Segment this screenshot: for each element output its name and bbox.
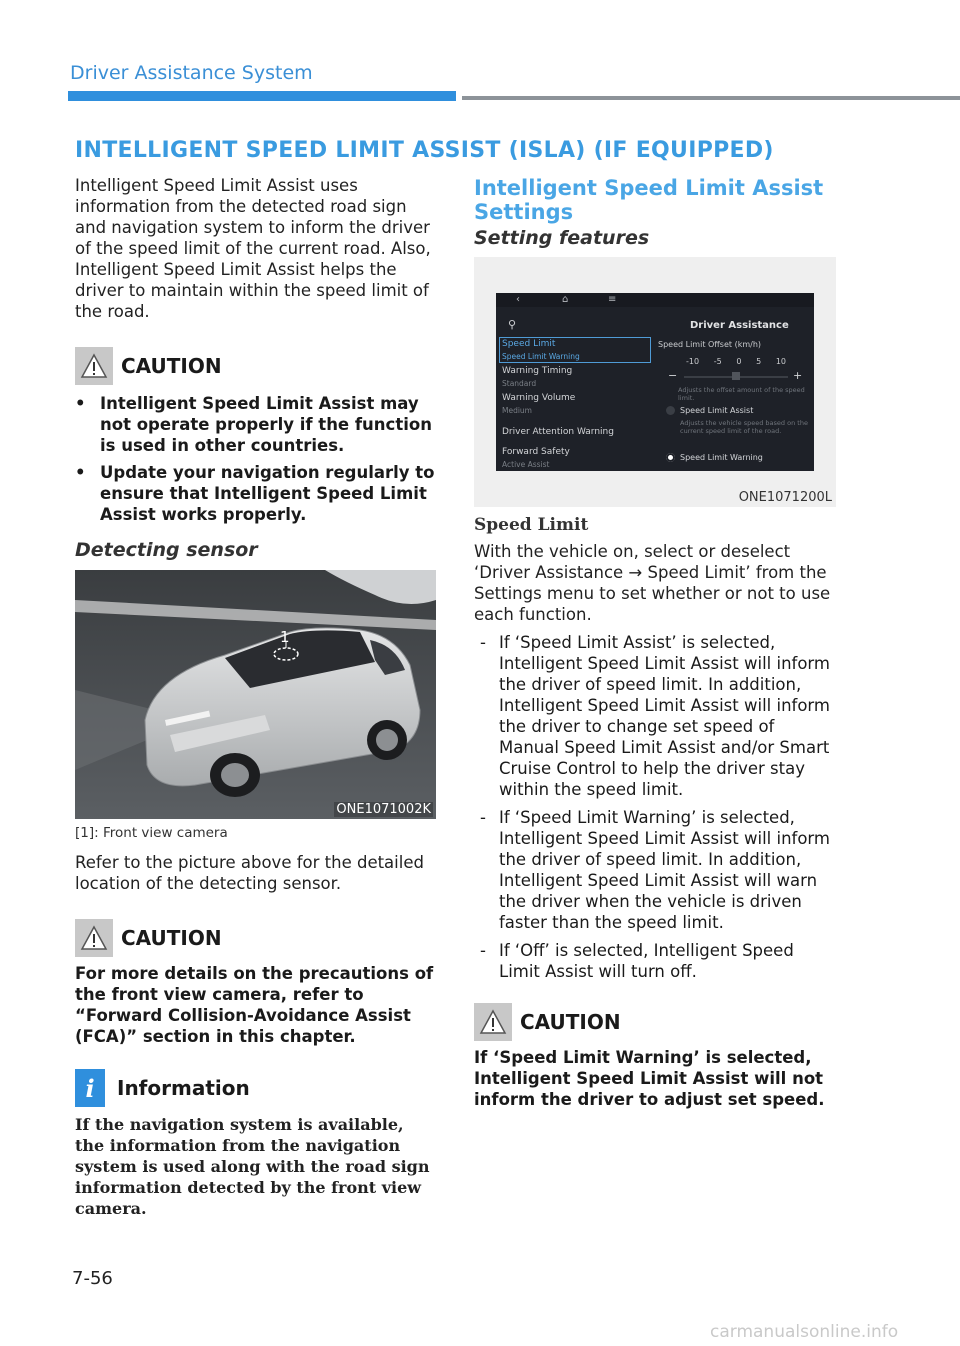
infotainment-screen (496, 293, 814, 471)
radio-speed-limit-assist[interactable] (666, 406, 675, 415)
settings-screen-figure (474, 257, 836, 507)
offset-minus-button[interactable]: − (668, 369, 678, 382)
menu-item-sub: Speed Limit Warning (502, 352, 580, 361)
intro-text: Intelligent Speed Limit Assist uses information from the detected road sign and navigation system to inform the driver of the speed limit of the current road. Also, Intelligent Speed Limit Assist helps the driver to maintain within the speed limit of the road. (75, 176, 431, 321)
menu-item-warning-timing[interactable]: Warning Timing (502, 366, 573, 376)
offset-plus-button[interactable]: + (793, 369, 803, 382)
option-list (474, 632, 836, 989)
caution-text: For more details on the precautions of the front view camera, refer to “Forward Collision-Avoidance Assist (FCA)” section in this chapter. (75, 964, 434, 1046)
warning-icon (474, 1003, 512, 1041)
list-item: • Intelligent Speed Limit Assist may not operate properly if the function is used in other countries. (75, 394, 432, 455)
screen-title: Driver Assistance (690, 320, 789, 331)
header-bar-gray (462, 96, 960, 100)
caution-title: CAUTION (520, 1010, 621, 1034)
info-icon: i (75, 1069, 105, 1107)
menu-icon: ≡ (608, 294, 617, 305)
detecting-sensor-figure (75, 570, 436, 819)
offset-values: -10 -5 0 5 10 (686, 357, 786, 366)
caution-block-2 (75, 919, 435, 1047)
back-icon: ‹ (516, 294, 520, 305)
option-description: Adjusts the vehicle speed based on the current speed limit of the road. (680, 419, 808, 435)
list-item: - If ‘Off’ is selected, Intelligent Speed Limit Assist will turn off. (480, 941, 794, 981)
detecting-text: Refer to the picture above for the detailed location of the detecting sensor. (75, 853, 424, 893)
menu-item-driver-attention[interactable]: Driver Attention Warning (502, 427, 614, 437)
information-text: If the navigation system is available, the information from the navigation system is used along with the road sign information detected by the front view camera. (75, 1115, 430, 1218)
menu-item-sub: Active Assist (502, 460, 550, 469)
page-number: 7-56 (72, 1268, 113, 1289)
figure-caption: [1]: Front view camera (75, 825, 228, 841)
information-block (75, 1069, 435, 1219)
speed-limit-text: With the vehicle on, select or deselect ‘Driver Assistance → Speed Limit’ from the Settings menu to set whether or not to use each function. (474, 542, 831, 624)
list-item: • Update your navigation regularly to ensure that Intelligent Speed Limit Assist works properly. (75, 463, 435, 524)
menu-item-sub: Medium (502, 406, 532, 415)
speed-limit-heading: Speed Limit (474, 515, 589, 535)
menu-item-warning-volume[interactable]: Warning Volume (502, 393, 576, 403)
caution-block-1 (75, 347, 435, 531)
option-speed-limit-assist[interactable]: Speed Limit Assist (680, 406, 754, 415)
menu-item-sub: Standard (502, 379, 537, 388)
offset-description: Adjusts the offset amount of the speed limit. (678, 386, 805, 402)
settings-title: Intelligent Speed Limit Assist Settings (474, 176, 824, 224)
figure-code: ONE1071002K (336, 802, 431, 817)
caution-text: If ‘Speed Limit Warning’ is selected, Intelligent Speed Limit Assist will not inform the driver to adjust set speed. (474, 1048, 825, 1109)
offset-label: Speed Limit Offset (km/h) (658, 340, 762, 349)
callout-number: 1 (280, 628, 290, 646)
offset-slider-thumb[interactable] (732, 372, 740, 380)
detecting-heading: Detecting sensor (75, 539, 258, 561)
information-title: Information (117, 1076, 250, 1100)
caution-title: CAUTION (121, 926, 222, 950)
search-icon: ⚲ (508, 318, 517, 331)
watermark: carmanualsonline.info (710, 1322, 899, 1342)
caution-block-3 (474, 1003, 836, 1110)
warning-icon (75, 347, 113, 385)
section-title: INTELLIGENT SPEED LIMIT ASSIST (ISLA) (IF EQUIPPED) (75, 138, 774, 163)
caution-title: CAUTION (121, 354, 222, 378)
menu-item-forward-safety[interactable]: Forward Safety (502, 447, 570, 457)
setting-features-heading: Setting features (474, 227, 650, 249)
header-bar-blue (68, 91, 456, 101)
home-icon: ⌂ (562, 294, 569, 305)
figure-code: ONE1071200L (738, 490, 832, 505)
chapter-title: Driver Assistance System (70, 62, 313, 84)
radio-speed-limit-warning[interactable] (666, 453, 675, 462)
option-speed-limit-warning[interactable]: Speed Limit Warning (680, 453, 763, 462)
menu-item-speed-limit[interactable]: Speed Limit (502, 339, 556, 349)
warning-icon (75, 919, 113, 957)
list-item: - If ‘Speed Limit Assist’ is selected, Intelligent Speed Limit Assist will inform the driver of speed limit. In addition, Intelligent Speed Limit Assist will inform the driver to change set speed of Manual Speed Limit Assist and/or Smart Cruise Control to help the driver stay within the speed limit. (480, 633, 830, 799)
list-item: - If ‘Speed Limit Warning’ is selected, Intelligent Speed Limit Assist will inform the driver of speed limit. In addition, Intelligent Speed Limit Assist will warn the driver when the vehicle is driven faster than the speed limit. (480, 808, 830, 932)
